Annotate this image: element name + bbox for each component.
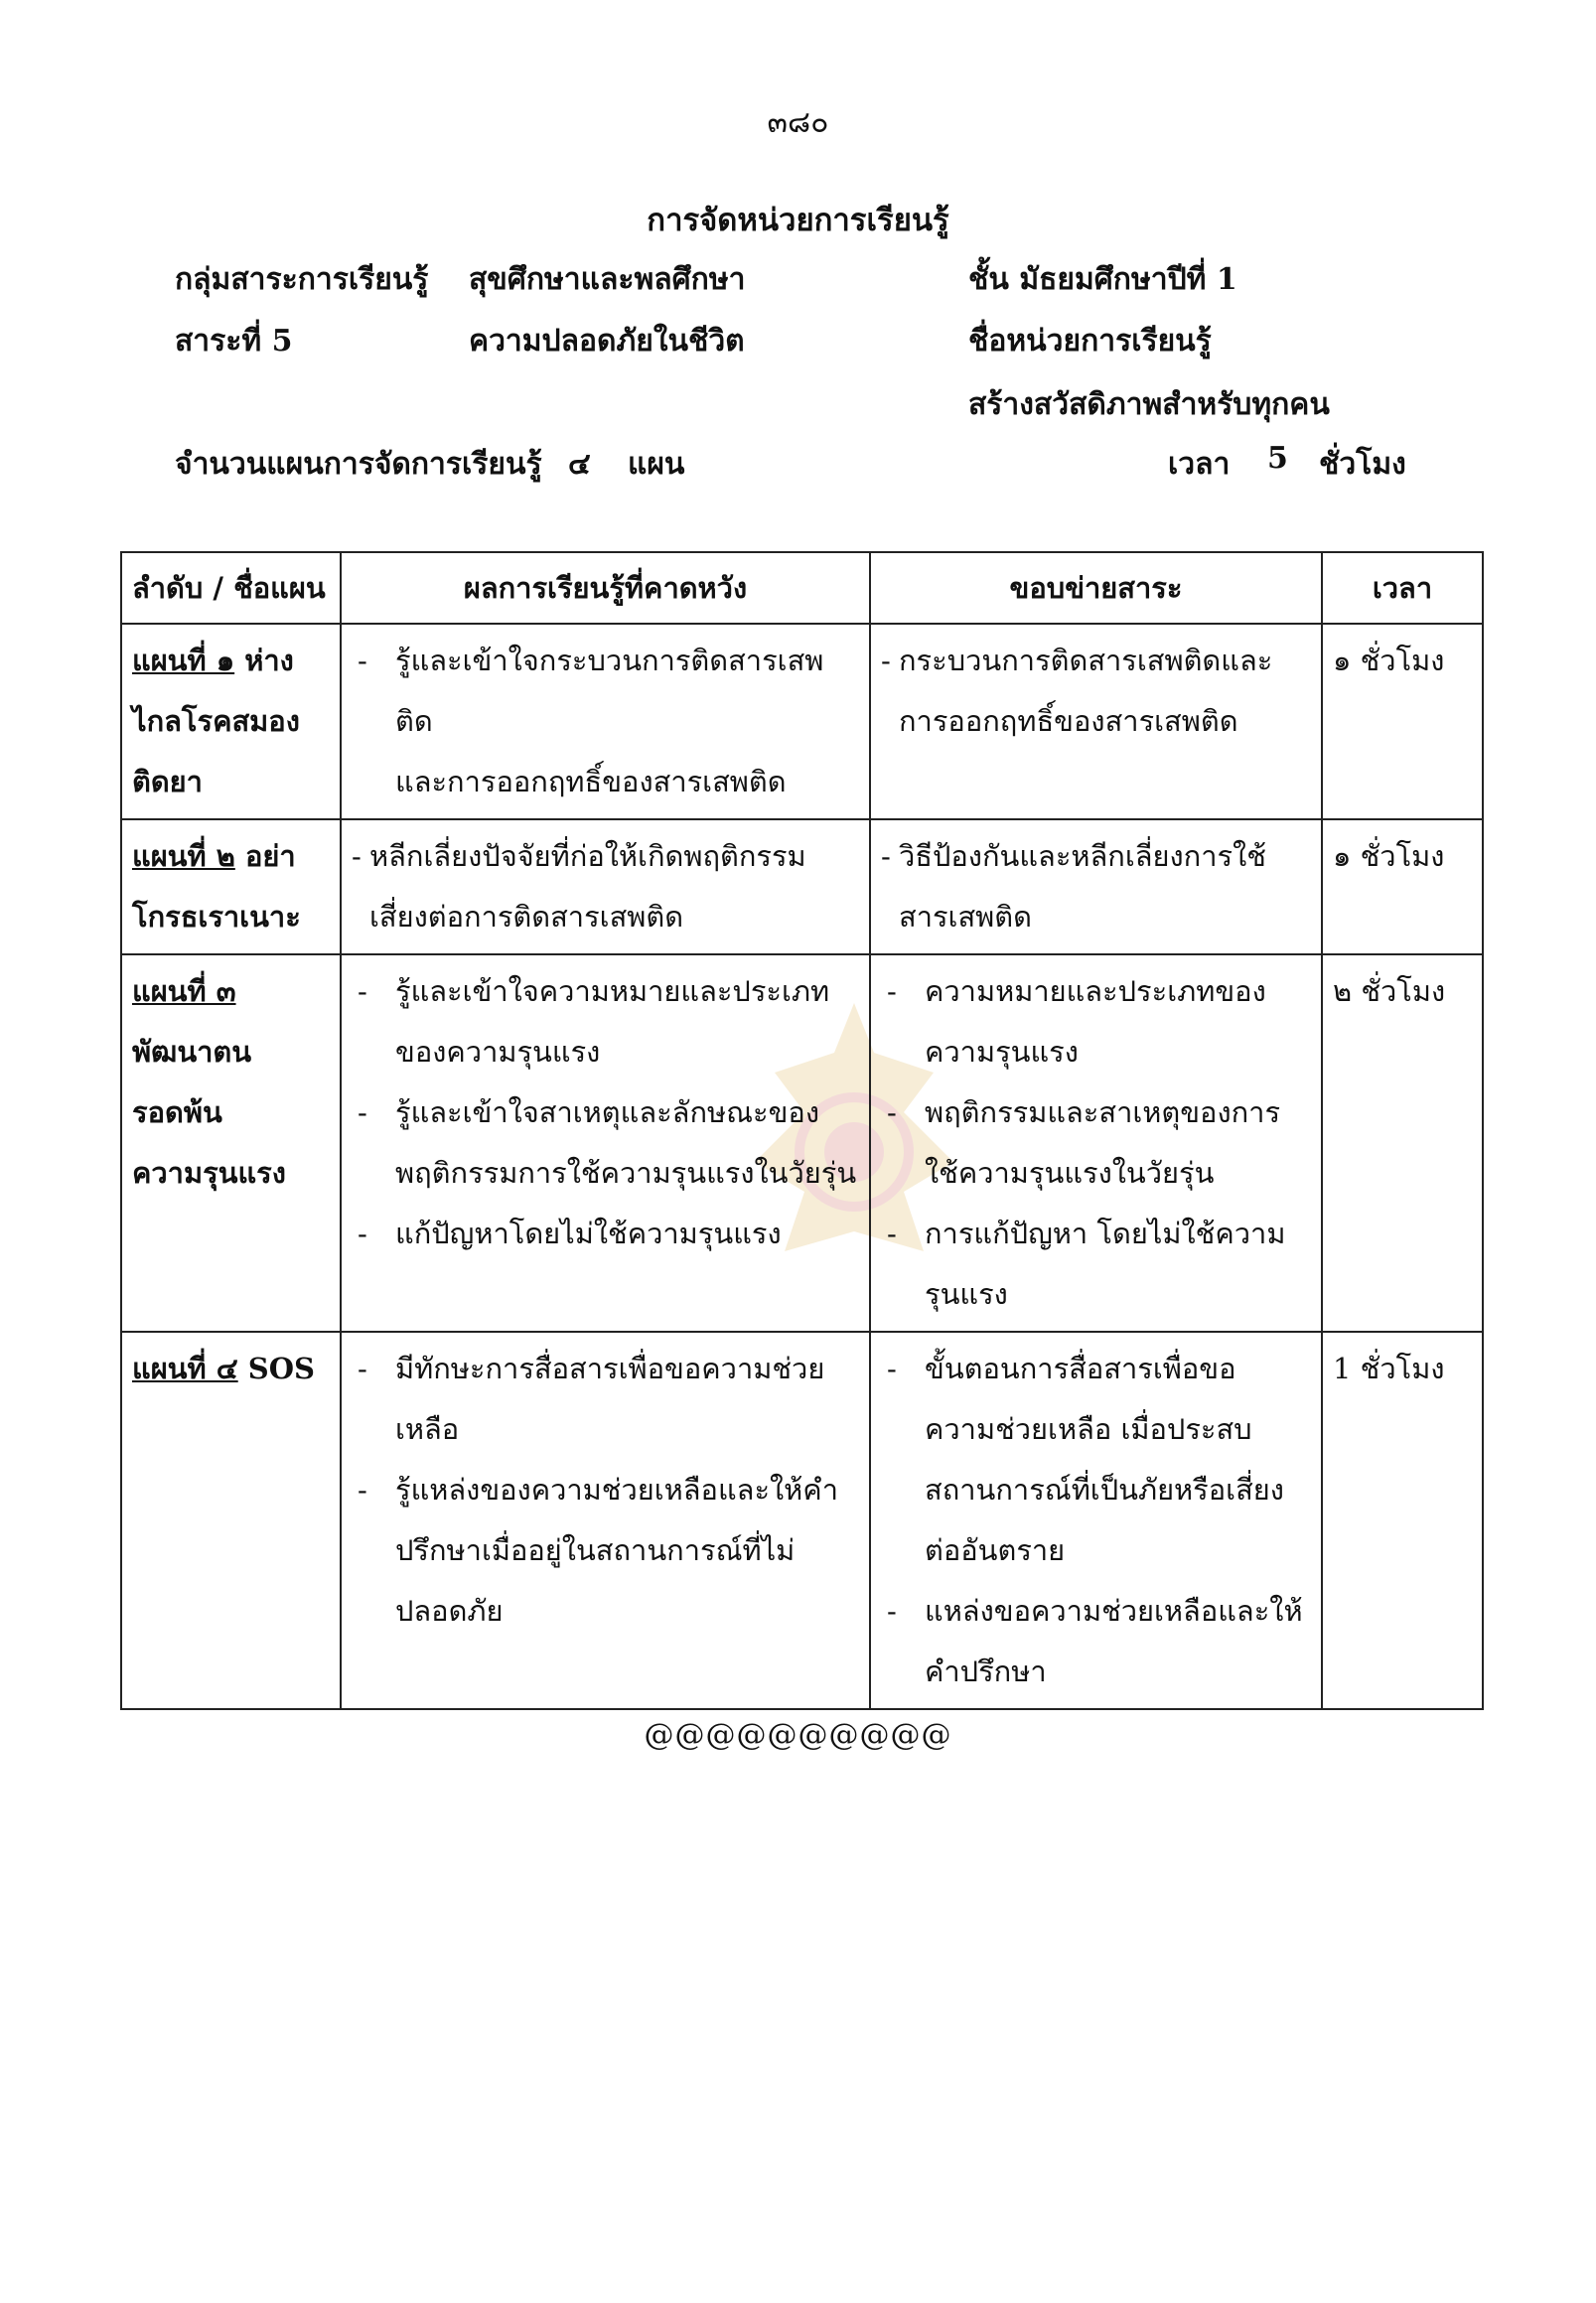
outcome-text: รู้และเข้าใจสาเหตุและลักษณะของ พฤติกรรมการใช้ความรุนแรงในวัยรุ่น: [395, 1095, 857, 1190]
list-item: - มีทักษะการสื่อสารเพื่อขอความช่วย เหลือ: [352, 1339, 859, 1460]
list-item: - วิธีป้องกันและหลีกเลี่ยงการใช้ สารเสพติด: [881, 826, 1311, 947]
grade-level: ชั้น มัธยมศึกษาปีที่ 1: [968, 262, 1237, 297]
plan-cell: [121, 819, 341, 954]
strand-label: สาระที่ 5: [175, 324, 293, 359]
list-item: - หลีกเลี่ยงปัจจัยที่ก่อให้เกิดพฤติกรรม เสี่ยงต่อการติดสารเสพติด: [352, 826, 859, 947]
plan-title: ห่าง ไกลโรคสมอง ติดยา: [132, 644, 300, 798]
outcomes-cell: [341, 954, 870, 1332]
table-header-row: [121, 552, 1483, 624]
plan-title: อย่า โกรธเราเนาะ: [132, 839, 301, 934]
list-item: - ขั้นตอนการสื่อสารเพื่อขอ ความช่วยเหลือ เมื่อประสบ สถานการณ์ที่เป็นภัยหรือเสี่ยง ต่ออันตราย: [881, 1339, 1311, 1581]
column-header-scope: ขอบข่ายสาระ: [870, 552, 1322, 624]
table-row: [121, 1332, 1483, 1709]
scope-text: การแก้ปัญหา โดยไม่ใช้ความ รุนแรง: [925, 1217, 1286, 1311]
scope-text: วิธีป้องกันและหลีกเลี่ยงการใช้ สารเสพติด: [899, 839, 1266, 934]
scope-cell: [870, 954, 1322, 1332]
list-item: - การแก้ปัญหา โดยไม่ใช้ความ รุนแรง: [881, 1204, 1311, 1325]
list-item: - ความหมายและประเภทของ ความรุนแรง: [881, 961, 1311, 1082]
plan-count-label: จำนวนแผนการจัดการเรียนรู้: [175, 447, 542, 482]
total-time-label: เวลา: [1168, 447, 1231, 482]
outcome-text: รู้และเข้าใจความหมายและประเภท ของความรุนแรง: [395, 974, 830, 1069]
list-item: - รู้และเข้าใจสาเหตุและลักษณะของ พฤติกรรมการใช้ความรุนแรงในวัยรุ่น: [352, 1082, 859, 1204]
plan-name: [132, 631, 330, 812]
plan-cell: [121, 624, 341, 819]
table-row: [121, 819, 1483, 954]
list-item: - รู้และเข้าใจกระบวนการติดสารเสพติด และการออกฤทธิ์ของสารเสพติด: [352, 631, 859, 812]
time-cell: ๒ ชั่วโมง: [1322, 954, 1483, 1332]
list-item: - กระบวนการติดสารเสพติดและ การออกฤทธิ์ของสารเสพติด: [881, 631, 1311, 752]
plan-number: แผนที่ ๒: [132, 839, 235, 873]
column-header-time: เวลา: [1322, 552, 1483, 624]
scope-cell: [870, 1332, 1322, 1709]
subject-group-value: สุขศึกษาและพลศึกษา: [469, 262, 746, 297]
list-item: - รู้และเข้าใจความหมายและประเภท ของความรุนแรง: [352, 961, 859, 1082]
list-item: - แหล่งขอความช่วยเหลือและให้ คำปรึกษา: [881, 1581, 1311, 1702]
list-item: - แก้ปัญหาโดยไม่ใช้ความรุนแรง: [352, 1204, 859, 1264]
footer-separator: @@@@@@@@@@: [644, 1718, 952, 1753]
time-cell: 1 ชั่วโมง: [1322, 1332, 1483, 1709]
scope-text: แหล่งขอความช่วยเหลือและให้ คำปรึกษา: [925, 1594, 1303, 1688]
plan-title: SOS: [237, 1352, 315, 1385]
outcome-text: หลีกเลี่ยงปัจจัยที่ก่อให้เกิดพฤติกรรม เสี่ยงต่อการติดสารเสพติด: [369, 839, 806, 934]
time-cell: ๑ ชั่วโมง: [1322, 624, 1483, 819]
scope-cell: [870, 624, 1322, 819]
outcome-text: มีทักษะการสื่อสารเพื่อขอความช่วย เหลือ: [395, 1352, 825, 1446]
subject-group-label: กลุ่มสาระการเรียนรู้: [175, 262, 429, 297]
scope-text: กระบวนการติดสารเสพติดและ การออกฤทธิ์ของสารเสพติด: [899, 644, 1273, 738]
unit-name: สร้างสวัสดิภาพสำหรับทุกคน: [968, 387, 1330, 422]
document-title: การจัดหน่วยการเรียนรู้: [647, 203, 949, 238]
scope-text: พฤติกรรมและสาเหตุของการ ใช้ความรุนแรงในวัยรุ่น: [925, 1095, 1281, 1190]
outcome-text: แก้ปัญหาโดยไม่ใช้ความรุนแรง: [395, 1217, 782, 1250]
time-cell: ๑ ชั่วโมง: [1322, 819, 1483, 954]
outcome-text: รู้แหล่งของความช่วยเหลือและให้คำ ปรึกษาเมื่ออยู่ในสถานการณ์ที่ไม่ ปลอดภัย: [395, 1473, 838, 1628]
plan-name: [132, 1339, 330, 1399]
plan-cell: [121, 954, 341, 1332]
column-header-plan: ลำดับ / ชื่อแผน: [121, 552, 341, 624]
table-row: [121, 954, 1483, 1332]
scope-cell: [870, 819, 1322, 954]
outcomes-cell: [341, 1332, 870, 1709]
plan-count-unit: แผน: [628, 447, 685, 482]
plan-title: พัฒนาตน รอดพ้น ความรุนแรง: [132, 1035, 286, 1190]
unit-label: ชื่อหน่วยการเรียนรู้: [968, 324, 1212, 359]
plan-count-value: ๔: [568, 447, 591, 482]
table-row: [121, 624, 1483, 819]
list-item: - รู้แหล่งของความช่วยเหลือและให้คำ ปรึกษาเมื่ออยู่ในสถานการณ์ที่ไม่ ปลอดภัย: [352, 1460, 859, 1642]
outcomes-cell: [341, 819, 870, 954]
page-number: ๓๘๐: [767, 105, 829, 140]
list-item: - พฤติกรรมและสาเหตุของการ ใช้ความรุนแรงในวัยรุ่น: [881, 1082, 1311, 1204]
outcome-text: รู้และเข้าใจกระบวนการติดสารเสพติด และการออกฤทธิ์ของสารเสพติด: [395, 644, 824, 798]
total-time-unit: ชั่วโมง: [1319, 447, 1406, 482]
plan-number: แผนที่ ๔: [132, 1352, 238, 1385]
plan-number: แผนที่ ๑: [132, 644, 235, 677]
plan-number: แผนที่ ๓: [132, 974, 236, 1008]
scope-text: ความหมายและประเภทของ ความรุนแรง: [925, 974, 1266, 1069]
total-time-value: 5: [1267, 441, 1288, 476]
column-header-outcomes: ผลการเรียนรู้ที่คาดหวัง: [341, 552, 870, 624]
plan-cell: [121, 1332, 341, 1709]
scope-text: ขั้นตอนการสื่อสารเพื่อขอ ความช่วยเหลือ เมื่อประสบ สถานการณ์ที่เป็นภัยหรือเสี่ยง ต่ออันตราย: [925, 1352, 1284, 1567]
strand-value: ความปลอดภัยในชีวิต: [469, 324, 745, 359]
learning-plan-table: [120, 551, 1484, 1710]
outcomes-cell: [341, 624, 870, 819]
plan-name: [132, 826, 330, 947]
plan-name: [132, 961, 330, 1204]
